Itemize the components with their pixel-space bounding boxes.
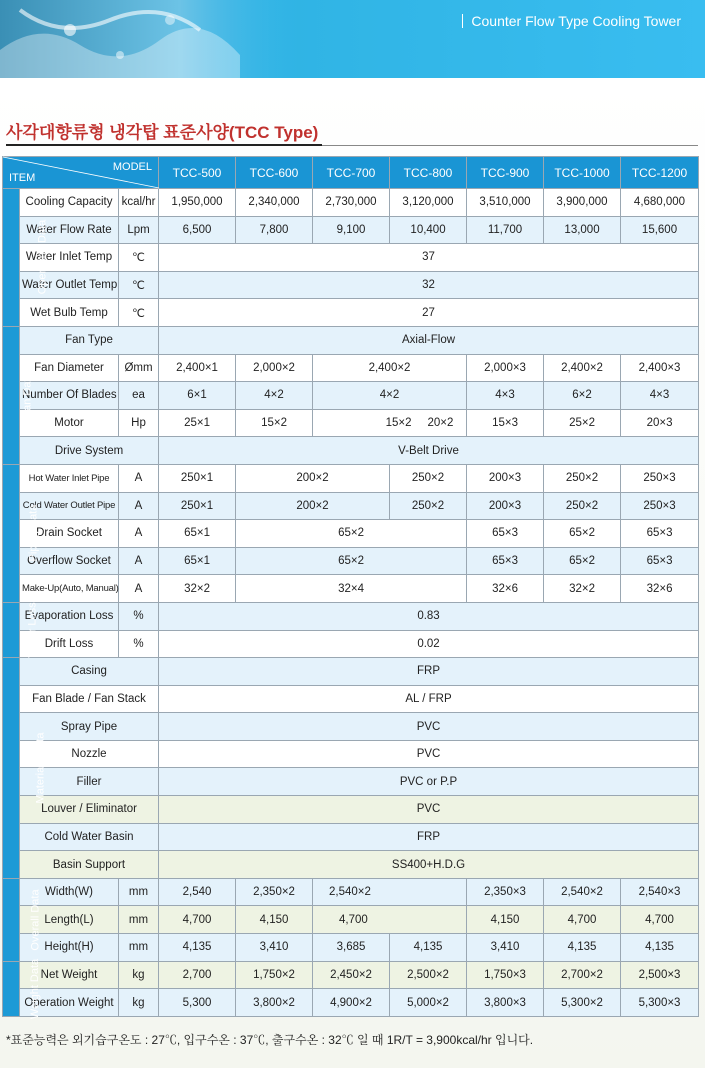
- table-cell: 3,685: [313, 934, 390, 962]
- row-unit: %: [119, 630, 159, 658]
- table-row: [3, 244, 699, 272]
- row-label: Cold Water Outlet Pipe: [20, 492, 119, 520]
- table-cell: 6,500: [159, 216, 236, 244]
- row-unit: kg: [119, 961, 159, 989]
- footnote: *표준능력은 외기습구온도 : 27℃, 입구수온 : 37℃, 출구수온 : 32℃ 일 때 1R/T = 3,900kcal/hr 입니다.: [6, 1033, 534, 1047]
- table-cell: 65×3: [467, 547, 544, 575]
- table-cell: 65×2: [236, 520, 467, 548]
- table-cell: 2,350×2: [236, 878, 313, 906]
- table-cell: 4,135: [544, 934, 621, 962]
- table-row: [3, 658, 699, 686]
- model-header: TCC-800: [390, 157, 467, 189]
- table-cell: 3,800×3: [467, 989, 544, 1017]
- model-header: TCC-600: [236, 157, 313, 189]
- table-cell: SS400+H.D.G: [159, 851, 699, 879]
- table-row: [3, 464, 699, 492]
- title-underline: [6, 144, 322, 146]
- row-label: Number Of Blades: [20, 382, 119, 410]
- table-cell: 25×2: [544, 409, 621, 437]
- table-cell: 5,300×3: [621, 989, 699, 1017]
- row-unit: A: [119, 575, 159, 603]
- table-cell: 32×6: [467, 575, 544, 603]
- table-cell: 5,000×2: [390, 989, 467, 1017]
- table-row: [3, 299, 699, 327]
- table-cell: 4,700: [313, 906, 467, 934]
- table-row: [3, 382, 699, 410]
- table-cell: PVC: [159, 796, 699, 824]
- table-cell: AL / FRP: [159, 685, 699, 713]
- header-banner: [0, 0, 705, 78]
- table-row: [3, 768, 699, 796]
- row-label: Drain Socket: [20, 520, 119, 548]
- table-cell: 0.83: [159, 602, 699, 630]
- model-header: TCC-500: [159, 157, 236, 189]
- table-cell: 2,730,000: [313, 189, 390, 217]
- table-cell: 2,540×3: [621, 878, 699, 906]
- row-label: Length(L): [20, 906, 119, 934]
- row-unit: A: [119, 520, 159, 548]
- table-cell: 4,700: [621, 906, 699, 934]
- row-label: Net Weight: [20, 961, 119, 989]
- table-row: [3, 961, 699, 989]
- table-cell: 32×2: [159, 575, 236, 603]
- table-cell: 65×2: [544, 547, 621, 575]
- table-row: [3, 878, 699, 906]
- table-cell: 250×2: [390, 492, 467, 520]
- row-unit: ℃: [119, 244, 159, 272]
- table-cell: 11,700: [467, 216, 544, 244]
- table-cell: 65×3: [621, 547, 699, 575]
- table-cell: 65×3: [467, 520, 544, 548]
- table-cell: PVC: [159, 713, 699, 741]
- table-cell: 4,900×2: [313, 989, 390, 1017]
- table-cell: 3,510,000: [467, 189, 544, 217]
- row-unit: %: [119, 602, 159, 630]
- table-row: [3, 271, 699, 299]
- category-overall: Overall Data: [3, 878, 20, 961]
- row-unit: kg: [119, 989, 159, 1017]
- table-row: [3, 934, 699, 962]
- row-label: Louver / Eliminator: [20, 796, 159, 824]
- table-cell: 250×2: [544, 464, 621, 492]
- row-label: Operation Weight: [20, 989, 119, 1017]
- banner-title-text: Counter Flow Type Cooling Tower: [471, 13, 681, 29]
- table-cell: 2,500×2: [390, 961, 467, 989]
- model-header: TCC-1000: [544, 157, 621, 189]
- row-label: Spray Pipe: [20, 713, 159, 741]
- category-weight: Weight Data: [3, 961, 20, 1016]
- table-cell: 9,100: [313, 216, 390, 244]
- table-row: [3, 602, 699, 630]
- table-cell: Axial-Flow: [159, 326, 699, 354]
- table-cell: 5,300×2: [544, 989, 621, 1017]
- row-unit: Lpm: [119, 216, 159, 244]
- table-cell: 4,150: [236, 906, 313, 934]
- banner-title: [462, 13, 681, 29]
- table-row: [3, 326, 699, 354]
- row-unit: kcal/hr: [119, 189, 159, 217]
- table-cell: 200×3: [467, 492, 544, 520]
- table-cell: 0.02: [159, 630, 699, 658]
- model-label: MODEL: [112, 161, 153, 173]
- row-label: Evaporation Loss: [20, 602, 119, 630]
- water-splash-image: [0, 0, 300, 78]
- table-cell: 2,340,000: [236, 189, 313, 217]
- row-unit: ℃: [119, 271, 159, 299]
- row-unit: A: [119, 547, 159, 575]
- table-cell: 1,950,000: [159, 189, 236, 217]
- row-label: Water Outlet Temp: [20, 271, 119, 299]
- table-row: [3, 437, 699, 465]
- table-cell: 32: [159, 271, 699, 299]
- model-header: TCC-700: [313, 157, 390, 189]
- row-unit: ℃: [119, 299, 159, 327]
- table-cell: 4×2: [313, 382, 467, 410]
- table-cell: 65×1: [159, 520, 236, 548]
- table-cell: 250×3: [621, 492, 699, 520]
- table-cell: 200×2: [236, 492, 390, 520]
- row-label: Water Inlet Temp: [20, 244, 119, 272]
- row-label: Drive System: [20, 437, 159, 465]
- row-label: Fan Diameter: [20, 354, 119, 382]
- table-cell: 4,700: [159, 906, 236, 934]
- table-cell: 13,000: [544, 216, 621, 244]
- category-piping: Piping Data: [3, 464, 20, 602]
- row-label: Height(H): [20, 934, 119, 962]
- table-cell: 2,350×3: [467, 878, 544, 906]
- table-cell: [313, 409, 467, 437]
- table-row: [3, 547, 699, 575]
- row-label: Cold Water Basin: [20, 823, 159, 851]
- table-cell: 250×2: [544, 492, 621, 520]
- row-unit: mm: [119, 934, 159, 962]
- table-cell: 2,700×2: [544, 961, 621, 989]
- page-title: 사각대향류형 냉각탑 표준사양(TCC Type): [6, 123, 319, 142]
- header-row: [3, 157, 699, 189]
- row-label: Water Flow Rate: [20, 216, 119, 244]
- table-cell: 2,400×1: [159, 354, 236, 382]
- table-cell: 4,135: [621, 934, 699, 962]
- table-cell: 20×3: [621, 409, 699, 437]
- table-cell: 6×1: [159, 382, 236, 410]
- table-cell: 15×2: [236, 409, 313, 437]
- table-cell: FRP: [159, 658, 699, 686]
- table-cell: 65×2: [236, 547, 467, 575]
- table-cell: 7,800: [236, 216, 313, 244]
- table-cell: 4,680,000: [621, 189, 699, 217]
- table-cell: 2,700: [159, 961, 236, 989]
- table-cell: 4×3: [467, 382, 544, 410]
- table-row: [3, 216, 699, 244]
- table-cell: 6×2: [544, 382, 621, 410]
- table-cell: 2,540×2: [544, 878, 621, 906]
- table-cell: 37: [159, 244, 699, 272]
- row-unit: mm: [119, 906, 159, 934]
- row-label: Casing: [20, 658, 159, 686]
- table-cell: 32×6: [621, 575, 699, 603]
- table-cell: 2,500×3: [621, 961, 699, 989]
- row-unit: A: [119, 464, 159, 492]
- model-header: TCC-1200: [621, 157, 699, 189]
- table-cell: 2,540: [159, 878, 236, 906]
- row-label: Wet Bulb Temp: [20, 299, 119, 327]
- spec-table: [2, 156, 699, 1017]
- row-label: Make-Up(Auto, Manual): [20, 575, 119, 603]
- row-unit: ea: [119, 382, 159, 410]
- table-cell: 2,540×2: [313, 878, 467, 906]
- table-cell: V-Belt Drive: [159, 437, 699, 465]
- row-label: Overflow Socket: [20, 547, 119, 575]
- row-unit: mm: [119, 878, 159, 906]
- table-cell: 65×3: [621, 520, 699, 548]
- table-cell: 32×2: [544, 575, 621, 603]
- motor-700: 15×2: [385, 417, 412, 430]
- table-row: [3, 575, 699, 603]
- table-cell: 250×2: [390, 464, 467, 492]
- table-cell: 4×3: [621, 382, 699, 410]
- table-cell: FRP: [159, 823, 699, 851]
- category-fan: Fan Data: [3, 326, 20, 464]
- motor-800: 20×2: [427, 417, 454, 430]
- table-cell: 5,300: [159, 989, 236, 1017]
- table-cell: 3,410: [467, 934, 544, 962]
- table-cell: 15×3: [467, 409, 544, 437]
- table-row: [3, 520, 699, 548]
- category-water-loss: Water Loss: [3, 602, 20, 657]
- table-cell: 10,400: [390, 216, 467, 244]
- title-separator: [462, 14, 463, 28]
- table-row: [3, 740, 699, 768]
- table-row: [3, 851, 699, 879]
- row-label: Fan Blade / Fan Stack: [20, 685, 159, 713]
- table-row: [3, 492, 699, 520]
- table-row: [3, 409, 699, 437]
- table-cell: 2,400×2: [544, 354, 621, 382]
- table-cell: 4×2: [236, 382, 313, 410]
- row-label: Motor: [20, 409, 119, 437]
- table-cell: PVC: [159, 740, 699, 768]
- table-cell: PVC or P.P: [159, 768, 699, 796]
- table-cell: 250×1: [159, 492, 236, 520]
- table-cell: 4,135: [159, 934, 236, 962]
- title-rule-extension: [322, 145, 698, 146]
- table-cell: 15,600: [621, 216, 699, 244]
- row-label: Drift Loss: [20, 630, 119, 658]
- table-row: [3, 630, 699, 658]
- row-label: Width(W): [20, 878, 119, 906]
- table-cell: 1,750×3: [467, 961, 544, 989]
- table-cell: 4,135: [390, 934, 467, 962]
- table-cell: 3,410: [236, 934, 313, 962]
- row-unit: Hp: [119, 409, 159, 437]
- category-operating: Operating Data: [3, 189, 20, 327]
- table-cell: 250×3: [621, 464, 699, 492]
- category-materials: Materials Data: [3, 658, 20, 879]
- row-label: Nozzle: [20, 740, 159, 768]
- table-row: [3, 796, 699, 824]
- table-row: [3, 685, 699, 713]
- model-header: TCC-900: [467, 157, 544, 189]
- row-label: Cooling Capacity: [20, 189, 119, 217]
- item-model-header: [3, 157, 159, 189]
- table-cell: 3,800×2: [236, 989, 313, 1017]
- table-row: [3, 823, 699, 851]
- table-cell: 4,150: [467, 906, 544, 934]
- table-cell: 32×4: [236, 575, 467, 603]
- table-cell: 25×1: [159, 409, 236, 437]
- table-cell: 2,450×2: [313, 961, 390, 989]
- table-row: [3, 354, 699, 382]
- item-label: ITEM: [9, 172, 36, 184]
- row-label: Fan Type: [20, 326, 159, 354]
- table-cell: 200×3: [467, 464, 544, 492]
- table-cell: 27: [159, 299, 699, 327]
- table-cell: 2,000×3: [467, 354, 544, 382]
- table-cell: 200×2: [236, 464, 390, 492]
- table-cell: 2,400×3: [621, 354, 699, 382]
- row-label: Filler: [20, 768, 159, 796]
- table-cell: 250×1: [159, 464, 236, 492]
- row-unit: Ømm: [119, 354, 159, 382]
- row-label: Basin Support: [20, 851, 159, 879]
- table-row: [3, 189, 699, 217]
- table-row: [3, 906, 699, 934]
- table-row: [3, 713, 699, 741]
- table-cell: 65×2: [544, 520, 621, 548]
- table-cell: 65×1: [159, 547, 236, 575]
- row-label: Hot Water Inlet Pipe: [20, 464, 119, 492]
- table-cell: 3,900,000: [544, 189, 621, 217]
- table-row: [3, 989, 699, 1017]
- table-cell: 3,120,000: [390, 189, 467, 217]
- table-cell: 2,400×2: [313, 354, 467, 382]
- table-cell: 1,750×2: [236, 961, 313, 989]
- row-unit: A: [119, 492, 159, 520]
- table-cell: 2,000×2: [236, 354, 313, 382]
- table-cell: 4,700: [544, 906, 621, 934]
